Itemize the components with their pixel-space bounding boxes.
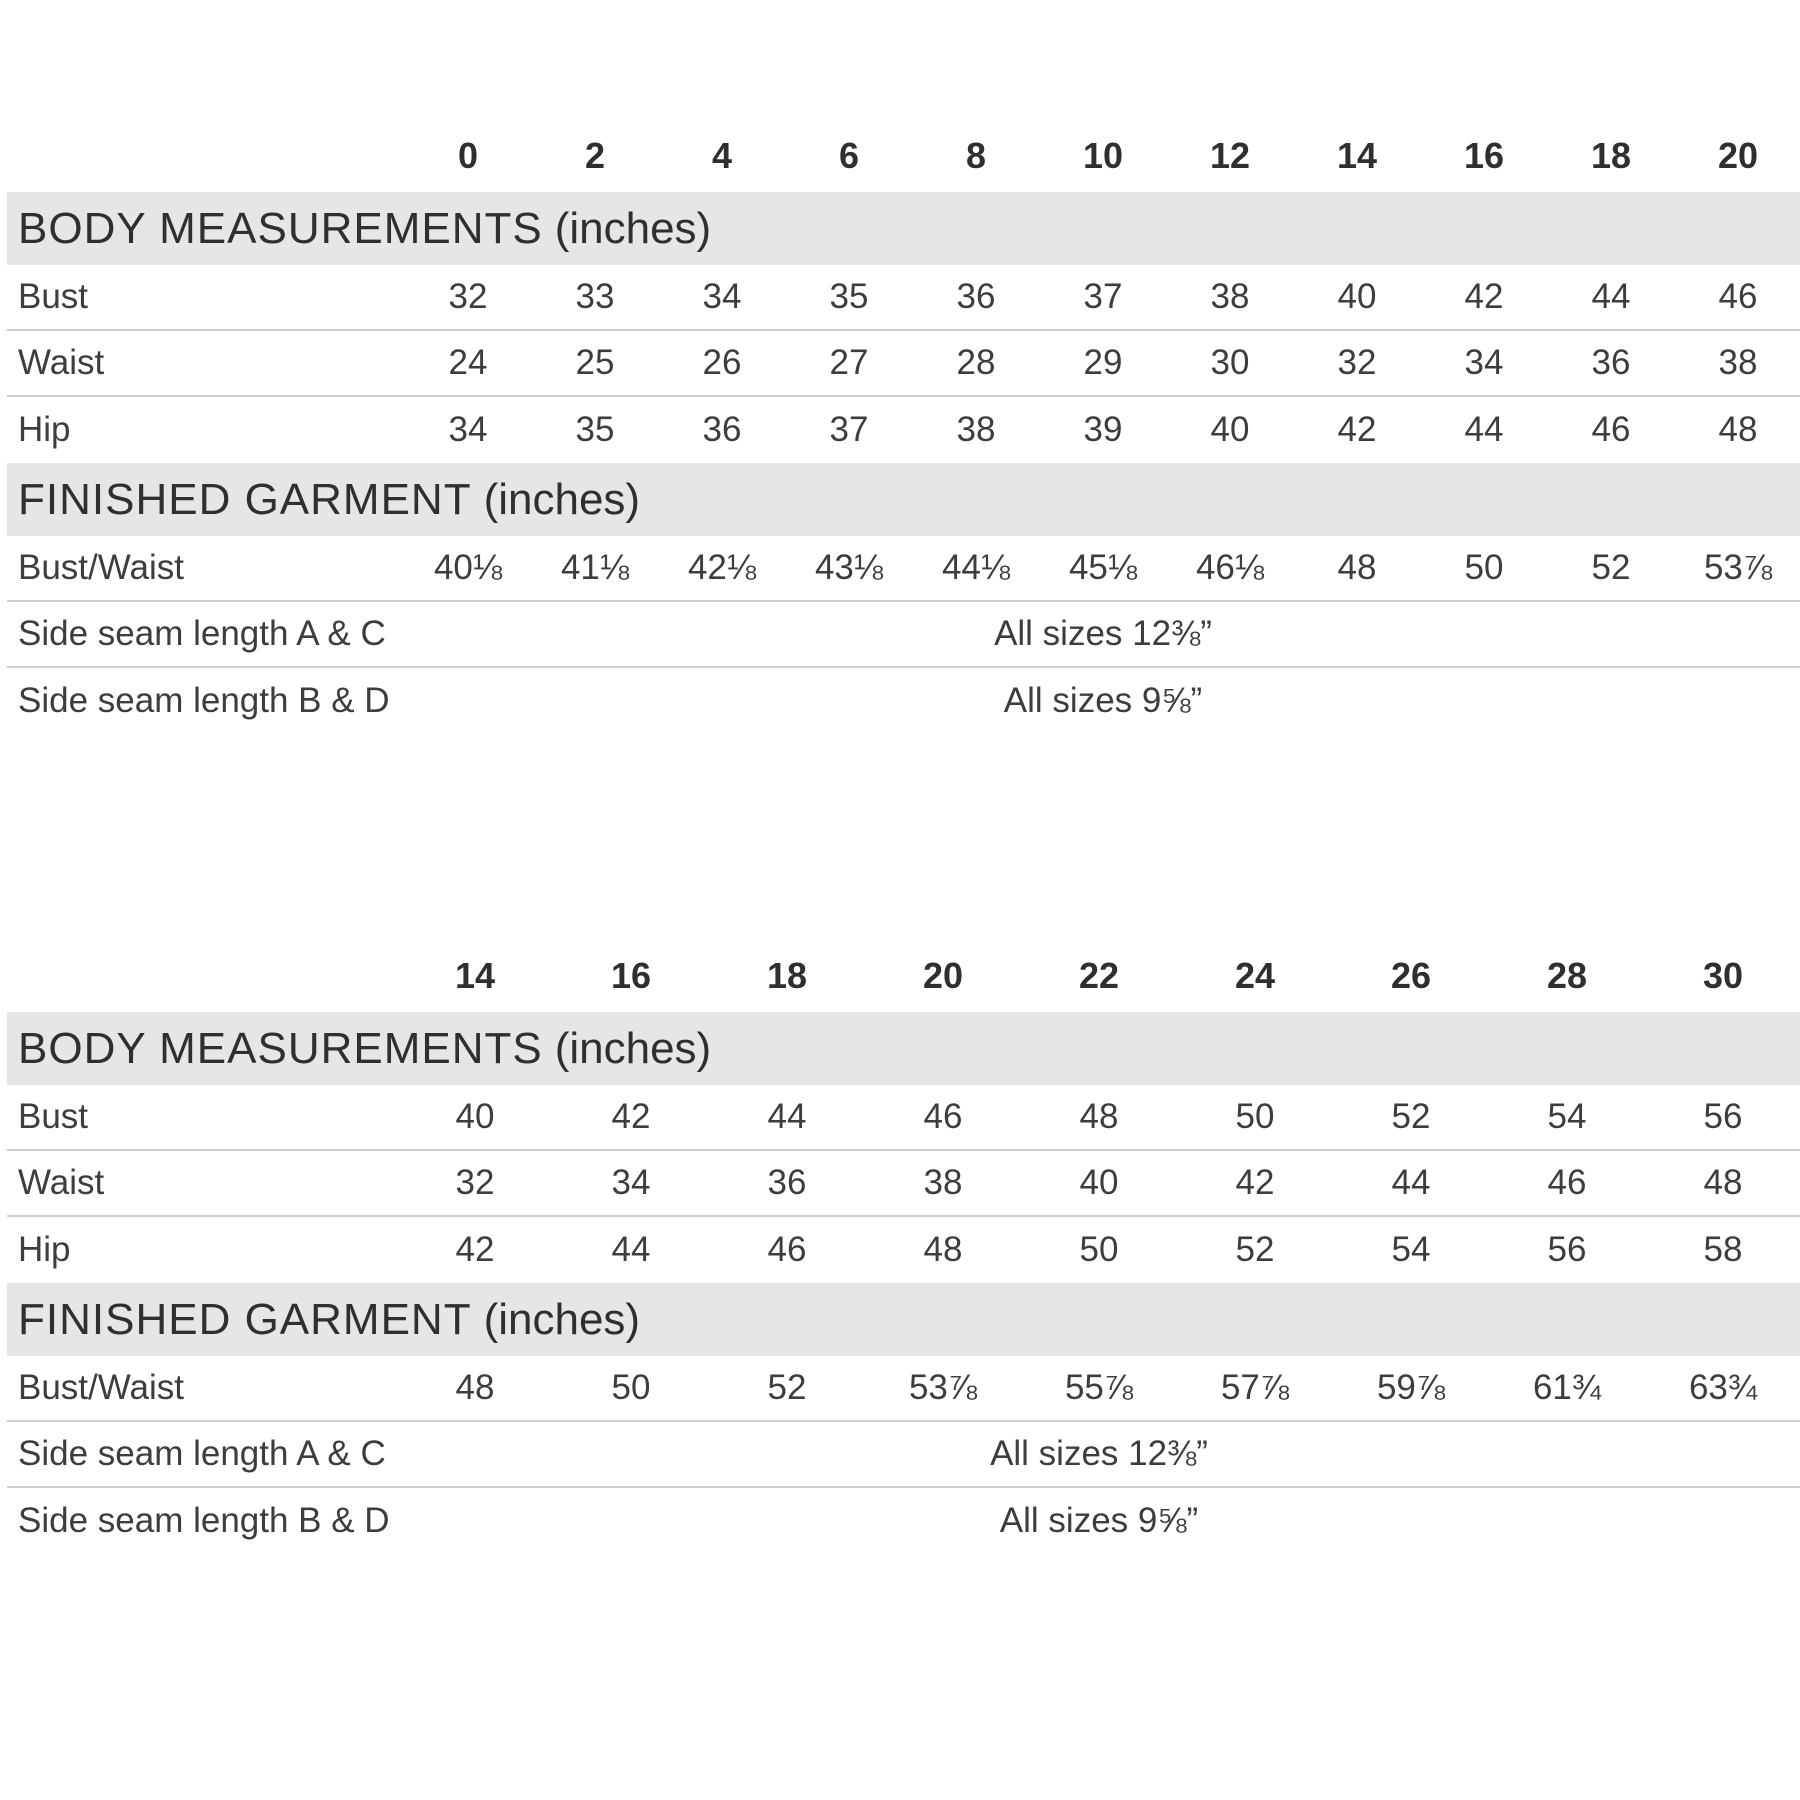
section-unit: (inches): [554, 1023, 712, 1073]
size-label: 22: [1078, 955, 1120, 996]
table-cell: 38: [923, 1163, 963, 1202]
table-cell: 34: [611, 1163, 651, 1202]
table-cell: 42: [611, 1097, 651, 1136]
section-unit: (inches): [483, 474, 641, 524]
table-cell: 44: [1464, 410, 1504, 449]
size-label: 20: [1717, 135, 1759, 176]
section-title: BODY MEASUREMENTS: [18, 1023, 543, 1073]
table-cell: 55⅞: [1064, 1368, 1134, 1407]
table-cell: 32: [455, 1163, 495, 1202]
table-row-bust: [7, 1085, 1800, 1151]
section-title: FINISHED GARMENT: [18, 474, 472, 524]
table-cell: 40: [1337, 277, 1377, 316]
table-cell: 38: [956, 410, 996, 449]
row-label: Side seam length B & D: [18, 1501, 390, 1540]
table-cell: 42: [1235, 1163, 1275, 1202]
section-title: FINISHED GARMENT: [18, 1294, 472, 1344]
table-cell-all-sizes: All sizes 12⅜”: [994, 614, 1212, 653]
body-measurements-header: [7, 192, 1800, 265]
table-cell: 46: [923, 1097, 963, 1136]
table-cell: 32: [448, 277, 488, 316]
table-cell: 57⅞: [1220, 1368, 1290, 1407]
table-cell: 48: [923, 1230, 963, 1269]
table-cell: 54: [1547, 1097, 1587, 1136]
table-cell: 43⅛: [814, 548, 884, 587]
table-row-side-seam-ac: [7, 1422, 1800, 1488]
table-row-side-seam-bd: [7, 1488, 1800, 1554]
table-cell-all-sizes: All sizes 12⅜”: [990, 1434, 1208, 1473]
table-cell: 56: [1547, 1230, 1587, 1269]
table-cell: 34: [1464, 343, 1504, 382]
size-label: 18: [1590, 135, 1632, 176]
table-cell: 45⅛: [1068, 548, 1138, 587]
section-unit: (inches): [554, 203, 712, 253]
table-cell: 48: [1718, 410, 1758, 449]
table-cell: 46: [1591, 410, 1631, 449]
table-cell: 29: [1083, 343, 1123, 382]
table-cell: 36: [1591, 343, 1631, 382]
table-cell: 50: [1235, 1097, 1275, 1136]
table-cell: 54: [1391, 1230, 1431, 1269]
table-cell: 44: [1391, 1163, 1431, 1202]
size-label: 6: [838, 135, 860, 176]
table-cell: 30: [1210, 343, 1250, 382]
table-cell: 41⅛: [560, 548, 630, 587]
table-cell: 42: [1337, 410, 1377, 449]
table-cell: 34: [448, 410, 488, 449]
size-label: 18: [766, 955, 808, 996]
size-label: 24: [1234, 955, 1276, 996]
size-label: 16: [1463, 135, 1505, 176]
table-cell: 44: [611, 1230, 651, 1269]
body-measurements-header: [7, 1012, 1800, 1085]
table-cell: 46: [1547, 1163, 1587, 1202]
table-row-hip: [7, 1217, 1800, 1283]
table-cell: 48: [1079, 1097, 1119, 1136]
table-cell: 53⅞: [1703, 548, 1773, 587]
table-cell: 52: [1591, 548, 1631, 587]
table-cell: 59⅞: [1376, 1368, 1446, 1407]
table-cell: 46⅛: [1195, 548, 1265, 587]
size-chart-extended: [7, 940, 1800, 1554]
table-cell: 50: [1079, 1230, 1119, 1269]
size-label: 30: [1702, 955, 1744, 996]
table-row-bust: [7, 265, 1800, 331]
table-cell: 38: [1718, 343, 1758, 382]
table-cell: 46: [1718, 277, 1758, 316]
row-label: Bust: [18, 277, 89, 316]
size-label: 0: [457, 135, 479, 176]
table-cell: 27: [829, 343, 869, 382]
table-cell: 25: [575, 343, 615, 382]
table-row-side-seam-bd: [7, 668, 1800, 734]
table-cell: 37: [1083, 277, 1123, 316]
table-row-hip: [7, 397, 1800, 463]
row-label: Side seam length A & C: [18, 1434, 386, 1473]
table-cell: 44⅛: [941, 548, 1011, 587]
table-cell: 58: [1703, 1230, 1743, 1269]
size-chart-standard: [7, 120, 1800, 734]
section-unit: (inches): [483, 1294, 641, 1344]
size-header-row: [7, 940, 1800, 1012]
table-cell: 52: [1391, 1097, 1431, 1136]
row-label: Waist: [18, 1163, 105, 1202]
table-cell: 37: [829, 410, 869, 449]
size-label: 26: [1390, 955, 1432, 996]
row-label: Side seam length A & C: [18, 614, 386, 653]
table-cell: 42: [1464, 277, 1504, 316]
size-label: 12: [1209, 135, 1251, 176]
table-cell: 40: [1210, 410, 1250, 449]
table-cell: 35: [575, 410, 615, 449]
table-cell: 32: [1337, 343, 1377, 382]
table-cell: 42⅛: [687, 548, 757, 587]
table-cell: 63¾: [1688, 1368, 1758, 1407]
row-label: Bust: [18, 1097, 89, 1136]
table-cell: 36: [956, 277, 996, 316]
table-cell: 56: [1703, 1097, 1743, 1136]
table-row-bust-waist: [7, 536, 1800, 602]
table-cell: 50: [611, 1368, 651, 1407]
table-cell: 48: [1703, 1163, 1743, 1202]
table-cell: 28: [956, 343, 996, 382]
table-row-side-seam-ac: [7, 602, 1800, 668]
size-label: 14: [1336, 135, 1378, 176]
size-label: 16: [610, 955, 652, 996]
table-cell: 53⅞: [908, 1368, 978, 1407]
table-cell-all-sizes: All sizes 9⅝”: [1003, 681, 1203, 720]
table-cell: 35: [829, 277, 869, 316]
row-label: Bust/Waist: [18, 1368, 184, 1407]
row-label: Waist: [18, 343, 105, 382]
table-cell: 52: [1235, 1230, 1275, 1269]
table-cell: 48: [455, 1368, 495, 1407]
table-cell: 48: [1337, 548, 1377, 587]
table-cell: 52: [767, 1368, 807, 1407]
table-cell: 34: [702, 277, 742, 316]
table-cell: 33: [575, 277, 615, 316]
table-cell: 44: [767, 1097, 807, 1136]
table-row-waist: [7, 1151, 1800, 1217]
row-label: Hip: [18, 1230, 71, 1269]
table-cell: 36: [702, 410, 742, 449]
size-label: 2: [584, 135, 606, 176]
table-cell: 44: [1591, 277, 1631, 316]
table-row-bust-waist: [7, 1356, 1800, 1422]
table-cell: 39: [1083, 410, 1123, 449]
row-label: Hip: [18, 410, 71, 449]
table-cell-all-sizes: All sizes 9⅝”: [999, 1501, 1199, 1540]
section-title: BODY MEASUREMENTS: [18, 203, 543, 253]
table-cell: 36: [767, 1163, 807, 1202]
table-cell: 38: [1210, 277, 1250, 316]
table-row-waist: [7, 331, 1800, 397]
table-cell: 42: [455, 1230, 495, 1269]
table-cell: 61¾: [1532, 1368, 1602, 1407]
size-label: 20: [922, 955, 964, 996]
size-label: 14: [454, 955, 496, 996]
finished-garment-header: [7, 463, 1800, 536]
size-header-row: [7, 120, 1800, 192]
finished-garment-header: [7, 1283, 1800, 1356]
table-cell: 40⅛: [433, 548, 503, 587]
size-label: 28: [1546, 955, 1588, 996]
table-cell: 40: [455, 1097, 495, 1136]
table-cell: 24: [448, 343, 488, 382]
table-cell: 26: [702, 343, 742, 382]
size-label: 8: [965, 135, 987, 176]
size-label: 4: [711, 135, 733, 176]
table-cell: 50: [1464, 548, 1504, 587]
row-label: Bust/Waist: [18, 548, 184, 587]
table-cell: 46: [767, 1230, 807, 1269]
row-label: Side seam length B & D: [18, 681, 390, 720]
size-label: 10: [1082, 135, 1124, 176]
table-cell: 40: [1079, 1163, 1119, 1202]
